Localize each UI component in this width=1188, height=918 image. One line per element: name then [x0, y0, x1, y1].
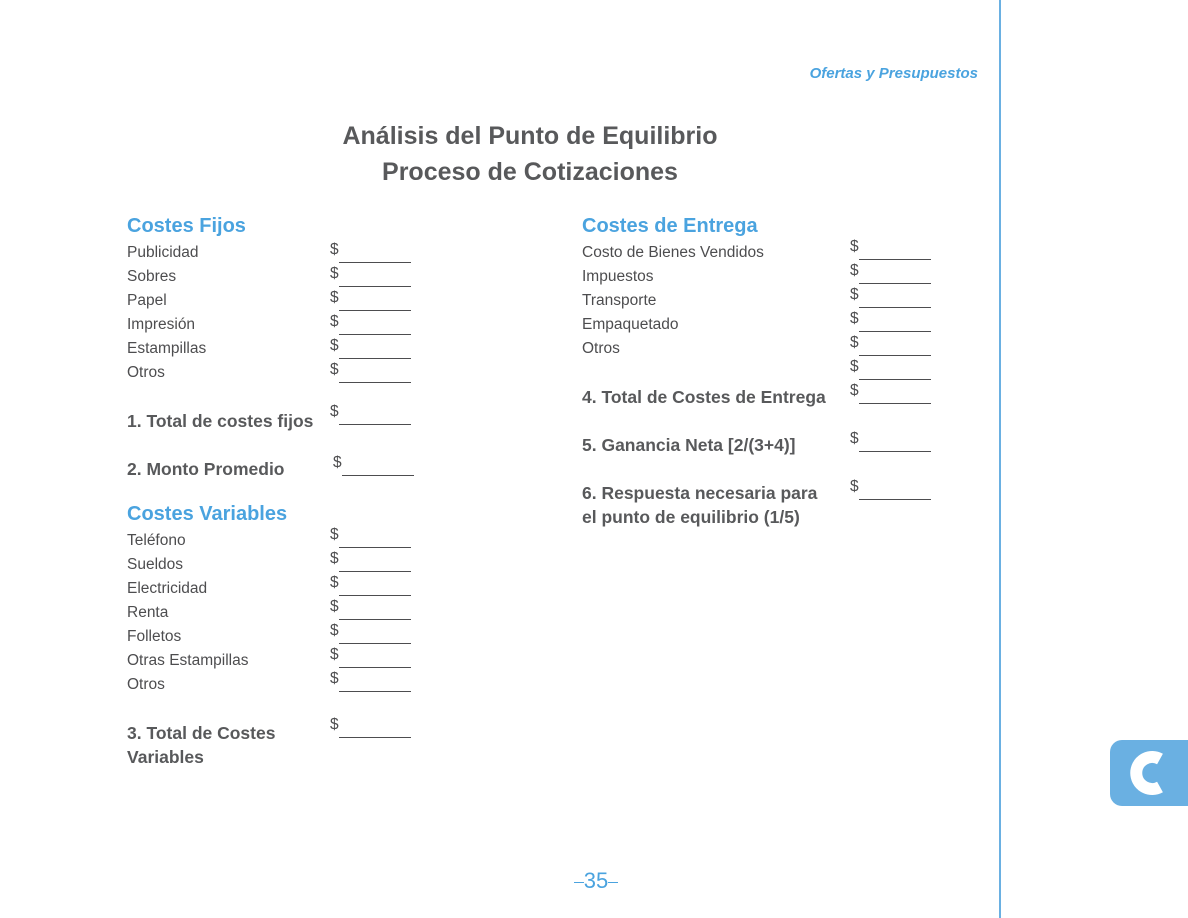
page-number [572, 868, 620, 894]
fill-line [339, 619, 411, 620]
dollar-sign: $ [330, 622, 339, 639]
costes-entrega-item: Costo de Bienes Vendidos [582, 244, 764, 261]
amount-blank[interactable] [330, 528, 410, 548]
amount-blank[interactable] [330, 363, 410, 383]
fill-line [339, 571, 411, 572]
fill-line [859, 283, 931, 284]
dollar-sign: $ [850, 478, 859, 495]
fill-line [339, 358, 411, 359]
fill-line [339, 691, 411, 692]
running-header: Ofertas y Presupuestos [809, 65, 978, 82]
fill-line [859, 379, 931, 380]
amount-blank[interactable] [850, 432, 930, 452]
page-number-value: 35 [583, 868, 609, 893]
respuesta-line1: 6. Respuesta necesaria para [582, 483, 818, 503]
amount-blank[interactable] [850, 360, 930, 380]
amount-blank[interactable] [850, 240, 930, 260]
costes-fijos-item: Estampillas [127, 340, 207, 357]
costes-variables-item: Sueldos [127, 556, 184, 573]
costes-variables-item: Otros [127, 676, 165, 693]
fill-line [339, 667, 411, 668]
costes-fijos-item: Impresión [127, 316, 196, 333]
dollar-sign: $ [850, 430, 859, 447]
dollar-sign: $ [330, 550, 339, 567]
amount-blank[interactable] [850, 336, 930, 356]
fill-line [859, 451, 931, 452]
fill-line [859, 331, 931, 332]
dollar-sign: $ [850, 262, 859, 279]
fill-line [339, 382, 411, 383]
costes-entrega-item: Impuestos [582, 268, 654, 285]
respuesta-label [582, 481, 817, 529]
fill-line [339, 310, 411, 311]
amount-blank[interactable] [330, 315, 410, 335]
costes-entrega-item: Empaquetado [582, 316, 679, 333]
chapter-letter-icon [1110, 740, 1188, 806]
costes-entrega-item: Transporte [582, 292, 657, 309]
dollar-sign: $ [330, 646, 339, 663]
dollar-sign: $ [330, 265, 339, 282]
costes-fijos-item: Papel [127, 292, 167, 309]
costes-variables-item: Electricidad [127, 580, 208, 597]
amount-blank[interactable] [330, 718, 410, 738]
dollar-sign: $ [850, 238, 859, 255]
amount-blank[interactable] [850, 312, 930, 332]
fill-line [339, 547, 411, 548]
dollar-sign: $ [330, 337, 339, 354]
dollar-sign: $ [850, 286, 859, 303]
dollar-sign: $ [330, 574, 339, 591]
amount-blank[interactable] [850, 480, 930, 500]
page-number-dash [574, 882, 584, 883]
page-title-line1: Análisis del Punto de Equilibrio [342, 122, 718, 150]
costes-fijos-heading: Costes Fijos [127, 215, 246, 237]
fill-line [859, 403, 931, 404]
fill-line [859, 307, 931, 308]
dollar-sign: $ [333, 454, 342, 471]
total-costes-entrega-label: 4. Total de Costes de Entrega [582, 387, 826, 407]
fill-line [342, 475, 414, 476]
dollar-sign: $ [850, 310, 859, 327]
page-title-line2: Proceso de Cotizaciones [382, 158, 678, 186]
costes-variables-heading: Costes Variables [127, 503, 288, 525]
page-title [310, 118, 750, 190]
costes-entrega-item: Otros [582, 340, 620, 357]
fill-line [859, 499, 931, 500]
chapter-tab [1110, 740, 1188, 806]
dollar-sign: $ [850, 382, 859, 399]
costes-variables-item: Teléfono [127, 532, 186, 549]
respuesta-line2: el punto de equilibrio (1/5) [582, 507, 800, 527]
fill-line [859, 259, 931, 260]
fill-line [339, 334, 411, 335]
amount-blank[interactable] [330, 648, 410, 668]
vertical-rule [999, 0, 1001, 918]
amount-blank[interactable] [330, 576, 410, 596]
ganancia-neta-label: 5. Ganancia Neta [2/(3+4)] [582, 435, 796, 455]
fill-line [339, 286, 411, 287]
amount-blank[interactable] [330, 624, 410, 644]
fill-line [339, 643, 411, 644]
amount-blank[interactable] [330, 600, 410, 620]
fill-line [339, 595, 411, 596]
amount-blank[interactable] [850, 384, 930, 404]
dollar-sign: $ [330, 313, 339, 330]
total-costes-fijos-label: 1. Total de costes fijos [127, 411, 314, 431]
fill-line [339, 424, 411, 425]
costes-fijos-item: Sobres [127, 268, 177, 285]
dollar-sign: $ [850, 334, 859, 351]
fill-line [339, 262, 411, 263]
dollar-sign: $ [330, 670, 339, 687]
page-number-dash [608, 882, 618, 883]
dollar-sign: $ [330, 361, 339, 378]
amount-blank[interactable] [330, 672, 410, 692]
costes-fijos-item: Otros [127, 364, 165, 381]
dollar-sign: $ [330, 598, 339, 615]
dollar-sign: $ [850, 358, 859, 375]
dollar-sign: $ [330, 526, 339, 543]
amount-blank[interactable] [333, 456, 413, 476]
amount-blank[interactable] [850, 288, 930, 308]
costes-variables-item: Otras Estampillas [127, 652, 249, 669]
amount-blank[interactable] [330, 405, 410, 425]
fill-line [859, 355, 931, 356]
total-costes-variables-line2: Variables [127, 747, 204, 767]
amount-blank[interactable] [330, 267, 410, 287]
amount-blank[interactable] [330, 552, 410, 572]
dollar-sign: $ [330, 403, 339, 420]
dollar-sign: $ [330, 716, 339, 733]
total-costes-variables-line1: 3. Total de Costes [127, 723, 276, 743]
dollar-sign: $ [330, 241, 339, 258]
costes-fijos-item: Publicidad [127, 244, 199, 261]
fill-line [339, 737, 411, 738]
dollar-sign: $ [330, 289, 339, 306]
amount-blank[interactable] [330, 243, 410, 263]
amount-blank[interactable] [330, 339, 410, 359]
amount-blank[interactable] [330, 291, 410, 311]
amount-blank[interactable] [850, 264, 930, 284]
monto-promedio-label: 2. Monto Promedio [127, 459, 285, 479]
total-costes-variables-label [127, 721, 275, 769]
costes-variables-item: Folletos [127, 628, 182, 645]
costes-variables-item: Renta [127, 604, 169, 621]
costes-entrega-heading: Costes de Entrega [582, 215, 758, 237]
